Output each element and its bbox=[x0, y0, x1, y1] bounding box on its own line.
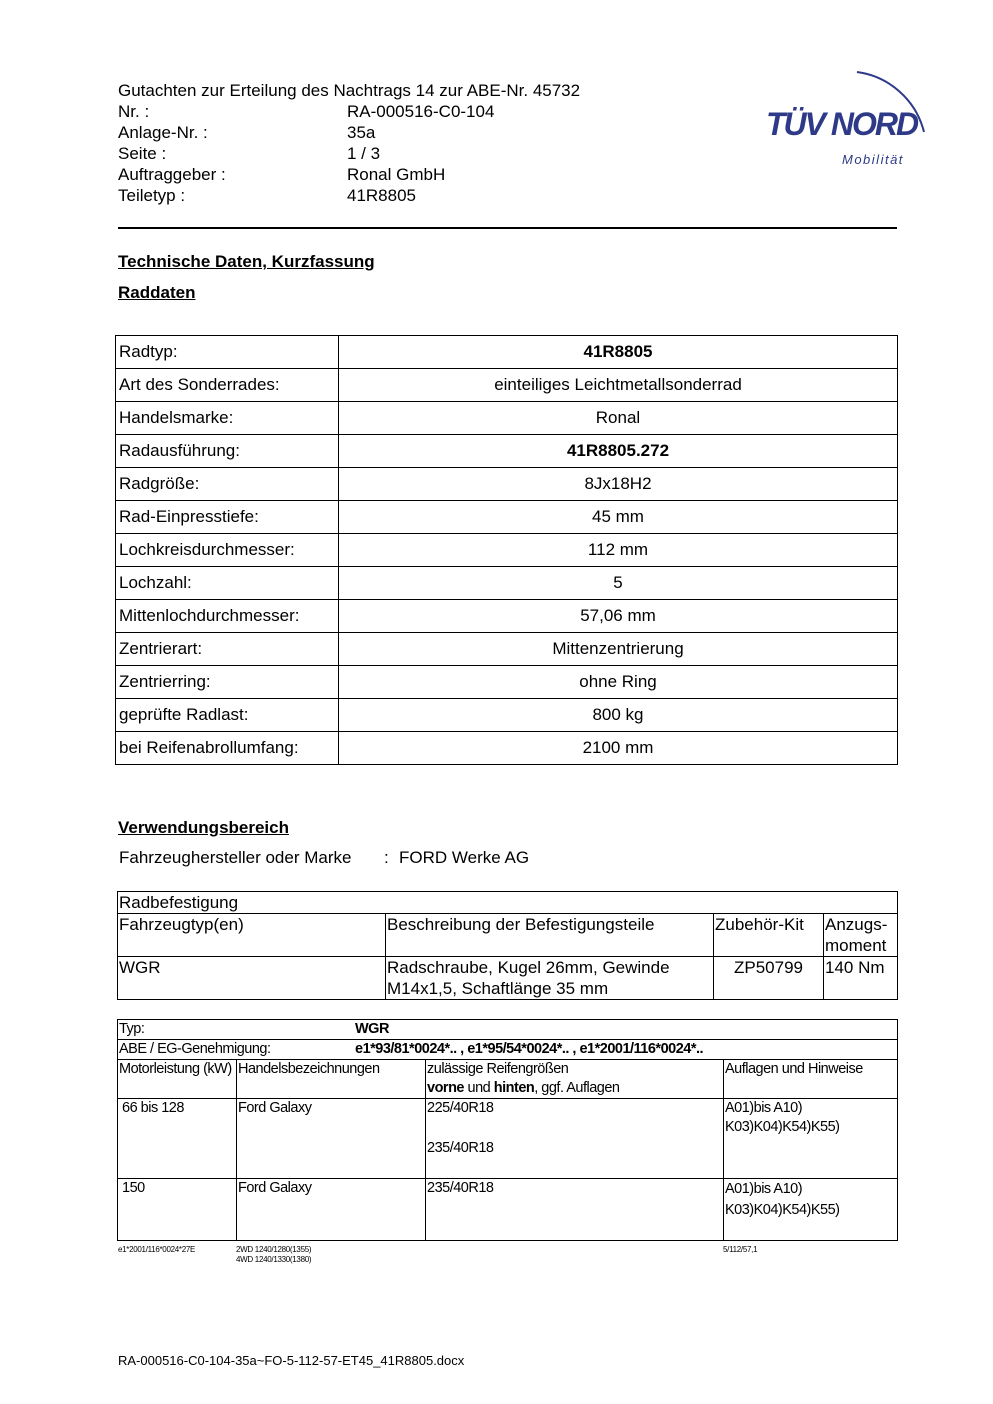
typ-approval-table bbox=[117, 1019, 898, 1241]
table-row bbox=[116, 699, 898, 732]
raddaten-label: Zentrierring: bbox=[116, 666, 339, 699]
raddaten-value: einteiliges Leichtmetallsonderrad bbox=[339, 369, 898, 402]
raddaten-value: 45 mm bbox=[339, 501, 898, 534]
table-row bbox=[116, 369, 898, 402]
table-row bbox=[116, 600, 898, 633]
raddaten-value: 2100 mm bbox=[339, 732, 898, 765]
header-divider bbox=[118, 227, 897, 229]
handel-cell: Ford Galaxy bbox=[237, 1099, 426, 1179]
motor-cell: 150 bbox=[118, 1179, 237, 1241]
raddaten-label: bei Reifenabrollumfang: bbox=[116, 732, 339, 765]
table-row bbox=[118, 1179, 898, 1241]
header-row-teiletyp: Teiletyp : 41R8805 bbox=[118, 186, 417, 205]
header-row-auftraggeber: Auftraggeber : Ronal GmbH bbox=[118, 165, 446, 184]
table-row bbox=[116, 534, 898, 567]
table-row bbox=[118, 957, 898, 1000]
raddaten-value: 57,06 mm bbox=[339, 600, 898, 633]
typ-label: Typ: bbox=[119, 1021, 145, 1037]
svg-text:TÜV NORD: TÜV NORD bbox=[766, 106, 918, 142]
column-header-reifen: zulässige Reifengrößen vorne und hinten, ggf. Auflagen bbox=[426, 1060, 724, 1099]
raddaten-label: Zentrierart: bbox=[116, 633, 339, 666]
raddaten-value: Ronal bbox=[339, 402, 898, 435]
typ-value: WGR bbox=[355, 1021, 389, 1037]
table-row bbox=[116, 666, 898, 699]
svg-text:Mobilität: Mobilität bbox=[842, 152, 904, 167]
raddaten-value: 41R8805 bbox=[339, 336, 898, 369]
fahrzeugtyp-cell: WGR bbox=[118, 957, 386, 1000]
raddaten-label: Handelsmarke: bbox=[116, 402, 339, 435]
raddaten-label: Art des Sonderrades: bbox=[116, 369, 339, 402]
table-row bbox=[116, 633, 898, 666]
radbefestigung-title: Radbefestigung bbox=[118, 892, 898, 914]
table-row bbox=[116, 336, 898, 369]
raddaten-value: 800 kg bbox=[339, 699, 898, 732]
auflagen-cell: A01)bis A10) K03)K04)K54)K55) bbox=[724, 1179, 898, 1241]
column-header-auflagen: Auflagen und Hinweise bbox=[724, 1060, 898, 1099]
maker-separator: : bbox=[384, 848, 389, 867]
raddaten-label: Radausführung: bbox=[116, 435, 339, 468]
raddaten-label: Mittenlochdurchmesser: bbox=[116, 600, 339, 633]
column-header-motor: Motorleistung (kW) bbox=[118, 1060, 237, 1099]
document-title: Gutachten zur Erteilung des Nachtrags 14 zur ABE-Nr. 45732 bbox=[118, 81, 581, 100]
auflagen-cell: A01)bis A10) K03)K04)K54)K55) bbox=[724, 1099, 898, 1179]
document-header bbox=[118, 80, 580, 206]
radbefestigung-table bbox=[117, 891, 898, 1000]
abe-label: ABE / EG-Genehmigung: bbox=[119, 1041, 271, 1057]
abe-value: e1*93/81*0024*.. , e1*95/54*0024*.. , e1*2001/116*0024*.. bbox=[355, 1041, 704, 1057]
column-header: Fahrzeugtyp(en) bbox=[118, 914, 386, 957]
handel-cell: Ford Galaxy bbox=[237, 1179, 426, 1241]
section-subtitle-raddaten: Raddaten bbox=[118, 283, 196, 302]
raddaten-label: Rad-Einpresstiefe: bbox=[116, 501, 339, 534]
footnote-wd: 2WD 1240/1280(1355) 4WD 1240/1330(1380) bbox=[236, 1245, 312, 1264]
tuev-nord-logo bbox=[762, 58, 942, 173]
raddaten-value: 112 mm bbox=[339, 534, 898, 567]
header-row-nr: Nr. : RA-000516-C0-104 bbox=[118, 102, 495, 121]
maker-label: Fahrzeughersteller oder Marke bbox=[119, 848, 352, 867]
motor-cell: 66 bis 128 bbox=[118, 1099, 237, 1179]
raddaten-value: 41R8805.272 bbox=[339, 435, 898, 468]
page-footer: RA-000516-C0-104-35a~FO-5-112-57-ET45_41R8805.docx bbox=[118, 1353, 465, 1368]
table-row bbox=[118, 1099, 898, 1179]
reifen-cell: 235/40R18 bbox=[426, 1179, 724, 1241]
table-row bbox=[116, 732, 898, 765]
anzugsmoment-cell: 140 Nm bbox=[824, 957, 898, 1000]
raddaten-label: Lochzahl: bbox=[116, 567, 339, 600]
raddaten-table bbox=[115, 335, 898, 765]
raddaten-value: 5 bbox=[339, 567, 898, 600]
raddaten-label: Lochkreisdurchmesser: bbox=[116, 534, 339, 567]
column-header: Beschreibung der Befestigungsteile bbox=[386, 914, 714, 957]
table-header-row bbox=[118, 1060, 898, 1099]
raddaten-label: Radgröße: bbox=[116, 468, 339, 501]
column-header-handel: Handelsbezeichnungen bbox=[237, 1060, 426, 1099]
column-header: Anzugs-moment bbox=[824, 914, 898, 957]
table-row bbox=[116, 468, 898, 501]
raddaten-label: Radtyp: bbox=[116, 336, 339, 369]
vehicle-maker-line bbox=[119, 848, 529, 868]
table-row bbox=[116, 501, 898, 534]
raddaten-value: 8Jx18H2 bbox=[339, 468, 898, 501]
section-title-technical-data: Technische Daten, Kurzfassung bbox=[118, 252, 375, 271]
raddaten-value: Mittenzentrierung bbox=[339, 633, 898, 666]
maker-value: FORD Werke AG bbox=[399, 848, 530, 867]
table-row bbox=[116, 402, 898, 435]
zubehoer-kit-cell: ZP50799 bbox=[714, 957, 824, 1000]
table-header-row bbox=[118, 914, 898, 957]
abe-row bbox=[118, 1040, 898, 1060]
raddaten-value: ohne Ring bbox=[339, 666, 898, 699]
footnote-bolt-pattern: 5/112/57,1 bbox=[723, 1245, 758, 1254]
header-row-seite: Seite : 1 / 3 bbox=[118, 144, 381, 163]
raddaten-label: geprüfte Radlast: bbox=[116, 699, 339, 732]
reifen-cell: 225/40R18 235/40R18 bbox=[426, 1099, 724, 1179]
footnote-approval: e1*2001/116*0024*27E bbox=[118, 1245, 196, 1254]
section-title-verwendungsbereich: Verwendungsbereich bbox=[118, 818, 289, 837]
table-row bbox=[116, 435, 898, 468]
typ-row bbox=[118, 1020, 898, 1040]
beschreibung-cell: Radschraube, Kugel 26mm, Gewinde M14x1,5, Schaftlänge 35 mm bbox=[386, 957, 714, 1000]
column-header: Zubehör-Kit bbox=[714, 914, 824, 957]
table-row bbox=[116, 567, 898, 600]
header-row-anlage: Anlage-Nr. : 35a bbox=[118, 123, 376, 142]
